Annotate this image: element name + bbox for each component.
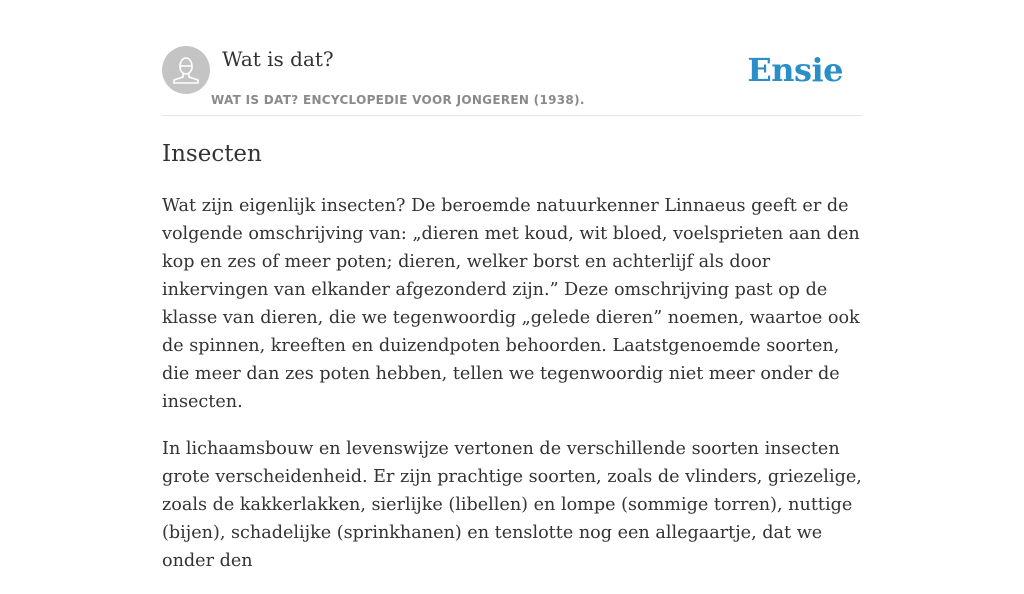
- author-avatar[interactable]: [162, 46, 210, 94]
- site-logo[interactable]: Ensie: [747, 51, 843, 89]
- source-citation: WAT IS DAT? ENCYCLOPEDIE VOOR JONGEREN (1938).: [211, 93, 585, 107]
- article-title: Insecten: [162, 141, 262, 167]
- article-header: [162, 46, 862, 116]
- article-paragraph: Wat zijn eigenlijk insecten? De beroemde natuurkenner Linnaeus geeft er de volgende omschrijving van: „dieren met koud, wit bloed, voelsprieten aan den kop en zes of meer poten; dieren, welker borst en achterlijf als door inkervingen van elkander afgezonderd zijn.” Deze omschrijving past op de klasse van dieren, die we tegenwoordig „gelede dieren” noemen, waartoe ook de spinnen, kreeften en duizendpoten behoorden. Laatstgenoemde soorten, die meer dan zes poten hebben, tellen we tegenwoordig niet meer onder de insecten.: [162, 196, 860, 412]
- user-silhouette-icon: [162, 46, 210, 94]
- article-body: [162, 192, 866, 594]
- article-paragraph: In lichaamsbouw en levenswijze vertonen de verschillende soorten insecten grote verscheidenheid. Er zijn prachtige soorten, zoals de vlinders, griezelige, zoals de kakkerlakken, sierlijke (libellen) en lompe (sommige torren), nuttige (bijen), schadelijke (sprinkhanen) en tenslotte nog een allegaartje, dat we onder den: [162, 439, 862, 571]
- author-name[interactable]: Wat is dat?: [222, 47, 334, 71]
